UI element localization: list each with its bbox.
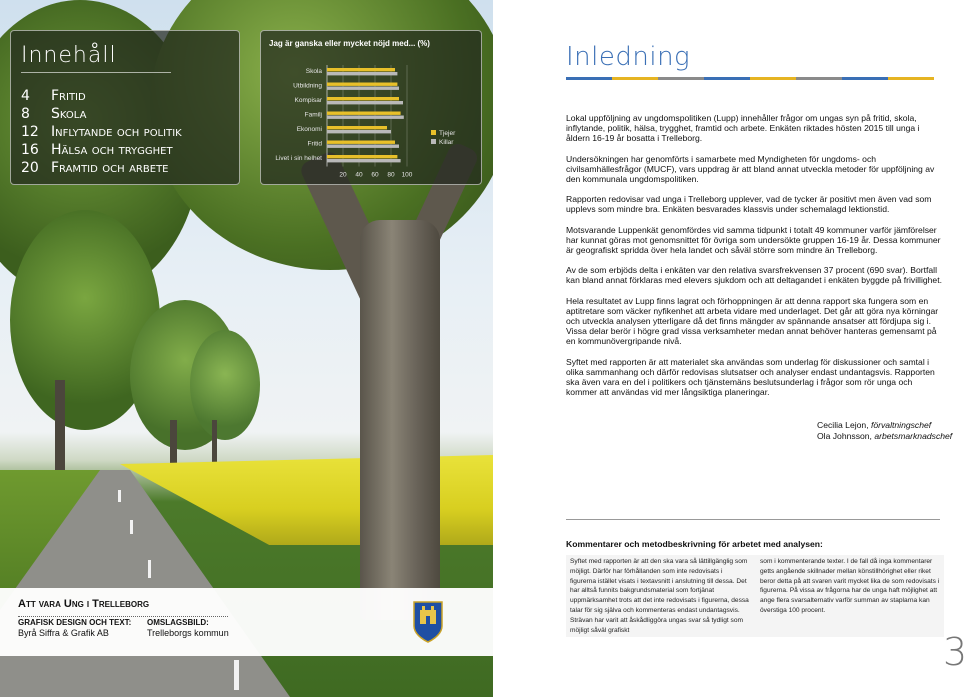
method-title: Kommentarer och metodbeskrivning för arbetet med analysen: [566, 539, 823, 549]
rule-segment [566, 77, 612, 80]
chart-title: Jag är ganska eller mycket nöjd med... (%) [269, 39, 430, 48]
paragraph: Syftet med rapporten är att materialet ska användas som underlag för diskussioner och samtal i olika sammanhang och därför redovisas slutsatser och analyser endast undantagsvis. Rapporten ska även vara en del i politikers och tjänstemäns beslutsunderlag i frågor som rör unga och kommer att användas vid mer långsiktiga planeringar. [566, 356, 935, 398]
credit-label: OMSLAGSBILD: [147, 618, 209, 627]
toc-label: Framtid och arbete [51, 160, 169, 176]
rule-segment [658, 77, 704, 80]
legend-label: Killar [439, 139, 454, 146]
category-label: Kompisar [294, 97, 322, 104]
credit-value: Byrå Siffra & Grafik AB [18, 628, 109, 638]
toc-item[interactable] [21, 87, 229, 105]
dotted-divider [18, 616, 228, 617]
x-tick-label: 80 [387, 171, 395, 179]
satisfaction-chart [260, 30, 482, 185]
credit-value: Trelleborgs kommun [147, 628, 229, 638]
bar-tjejer [327, 155, 397, 158]
toc-item[interactable] [21, 141, 229, 159]
bar-tjejer [327, 141, 395, 144]
x-tick-label: 60 [371, 171, 379, 179]
rule-segment [888, 77, 934, 80]
heading-color-rule [566, 77, 934, 80]
cover-credit [147, 618, 229, 638]
page-number: 3 [943, 630, 967, 674]
design-credit [18, 618, 131, 638]
municipal-crest-icon [412, 600, 444, 644]
bar-tjejer [327, 112, 401, 115]
bar-killar [327, 116, 404, 119]
bar-tjejer [327, 97, 399, 100]
category-label: Ekonomi [296, 126, 322, 133]
toc-page-number: 12 [21, 124, 39, 140]
paragraph: Rapporten redovisar vad unga i Trelleborg upplever, vad de tycker är positivt men även vad som upplevs som mindre bra. Enkäten besvarades klassvis under schemalagd lektionstid. [566, 194, 932, 215]
bar-killar [327, 159, 401, 162]
tree-canopy [190, 330, 260, 440]
divider [566, 519, 940, 520]
bar-killar [327, 145, 399, 148]
signature-block [817, 420, 952, 441]
signatory-name: Ola Johnsson, [817, 430, 872, 441]
category-label: Skola [305, 68, 322, 75]
colophon [0, 588, 493, 656]
rule-segment [796, 77, 842, 80]
toc-label: Fritid [51, 88, 86, 104]
method-column: Syftet med rapporten är att den ska vara så lättillgänglig som möjligt. Därför har förhållanden som inte redovisats i figurerna istället visats i textavsnitt i anslutning till dessa. Det har alltså funnits bakgrundsmaterial som fortjänat uppmärksamhet trots att det inte redovisats i figurerna, dessa talar för sig själva och kommenteras endast undantagsvis. Strävan har varit att åskådliggöra ungas svar så tydligt som möjligt såväl grafiskt [570, 558, 749, 634]
lane-marking [130, 520, 133, 534]
method-columns [566, 555, 944, 637]
method-column: som i kommenterande texter. I de fall då inga kommentarer getts angående skillnader mellan könstillhörighet eller riket beror detta på att svaren varit mycket lika de som redovisats i figurerna. På vissa av frågorna har de unga haft möjlighet att ange flera svarsalternativ varför summan av staplarna kan överstiga 100 procent. [760, 558, 940, 614]
signatory-name: Cecilia Lejon, [817, 420, 869, 430]
table-of-contents [10, 30, 240, 185]
x-tick-label: 20 [339, 171, 347, 179]
paragraph: Undersökningen har genomförts i samarbete med Myndigheten för ungdoms- och civilsamhällesfrågor (MUCF), vars uppdrag är att bland annat utveckla metoder för uppföljning av den kommunala ungdomspolitiken. [566, 153, 935, 185]
rule-segment [612, 77, 658, 80]
page-heading: Inledning [566, 42, 691, 72]
rule-segment [704, 77, 750, 80]
bar-killar [327, 87, 399, 90]
body-text [566, 113, 944, 407]
legend-label: Tjejer [439, 130, 456, 137]
category-label: Fritid [307, 140, 322, 148]
toc-label: Skola [51, 106, 87, 122]
publication-title: Att vara Ung i Trelleborg [18, 598, 150, 610]
toc-list [21, 87, 229, 177]
legend-swatch [431, 130, 436, 135]
toc-label: Inflytande och politik [51, 124, 182, 140]
text-page [493, 0, 967, 697]
chart-canvas [261, 31, 483, 186]
rule-segment [842, 77, 888, 80]
x-tick-label: 40 [355, 171, 363, 179]
lane-marking [234, 660, 239, 690]
toc-title: Innehåll [21, 43, 171, 73]
category-label: Utbildning [293, 82, 322, 90]
toc-label: Hälsa och trygghet [51, 142, 173, 158]
bar-killar [327, 130, 391, 133]
method-section [566, 529, 944, 634]
signatory-role: arbetsmarknadschef [874, 430, 953, 441]
toc-page-number: 20 [21, 160, 39, 176]
credit-label: GRAFISK DESIGN OCH TEXT: [18, 618, 132, 627]
toc-page-number: 8 [21, 106, 30, 122]
toc-item[interactable] [21, 159, 229, 177]
rule-segment [750, 77, 796, 80]
toc-page-number: 4 [21, 88, 30, 104]
paragraph: Lokal uppföljning av ungdomspolitiken (Lupp) innehåller frågor om ungas syn på fritid, skola, inflytande, politik, hälsa, trygghet, framtid och arbete. Enkäten riktades hösten 2015 till unga i åldern 16-19 år bosatta i Trelleborg. [566, 113, 920, 144]
category-label: Familj [304, 111, 322, 119]
lane-marking [148, 560, 151, 578]
signatory-role: förvaltningschef [870, 420, 932, 430]
toc-page-number: 16 [21, 142, 39, 158]
toc-item[interactable] [21, 123, 229, 141]
signatory [817, 431, 952, 442]
paragraph: Motsvarande Luppenkät genomfördes vid samma tidpunkt i totalt 49 kommuner varför jämförelser har kunnat göras mot genomsnittet för övriga som undersökte gruppen 16-19 år. Dessa kommuner är geografiskt spridda över hela landet och såväl större som mindre än Trelleborg. [566, 224, 941, 256]
bar-tjejer [327, 83, 397, 86]
x-tick-label: 100 [401, 171, 413, 179]
signatory [817, 420, 952, 431]
legend-swatch [431, 139, 436, 144]
paragraph: Av de som erbjöds delta i enkäten var den relativa svarsfrekvensen 37 procent (690 svar). Bortfall kan bland annat förklaras med elevers sjukdom och att deltagandet i enkäten byggde på frivillighet. [566, 265, 942, 286]
bar-tjejer [327, 126, 387, 129]
paragraph: Hela resultatet av Lupp finns lagrat och förhoppningen är att denna rapport ska fungera som en aptitretare som väcker nyfikenhet att arbeta vidare med underlaget. Det går att göra nya körningar och utveckla analysen ytterligare då det finns mängder av spännande ansatser att fördjupa sig i. Vissa delar berör i högre grad vissa verksamheter medan annat behöver hanteras gemensamt på en kommunövergripande nivå. [566, 295, 939, 347]
bar-tjejer [327, 68, 395, 71]
category-label: Livet i sin helhet [275, 155, 322, 162]
bar-killar [327, 72, 397, 75]
tree-trunk [360, 220, 440, 620]
toc-item[interactable] [21, 105, 229, 123]
bar-killar [327, 101, 403, 104]
lane-marking [118, 490, 121, 502]
